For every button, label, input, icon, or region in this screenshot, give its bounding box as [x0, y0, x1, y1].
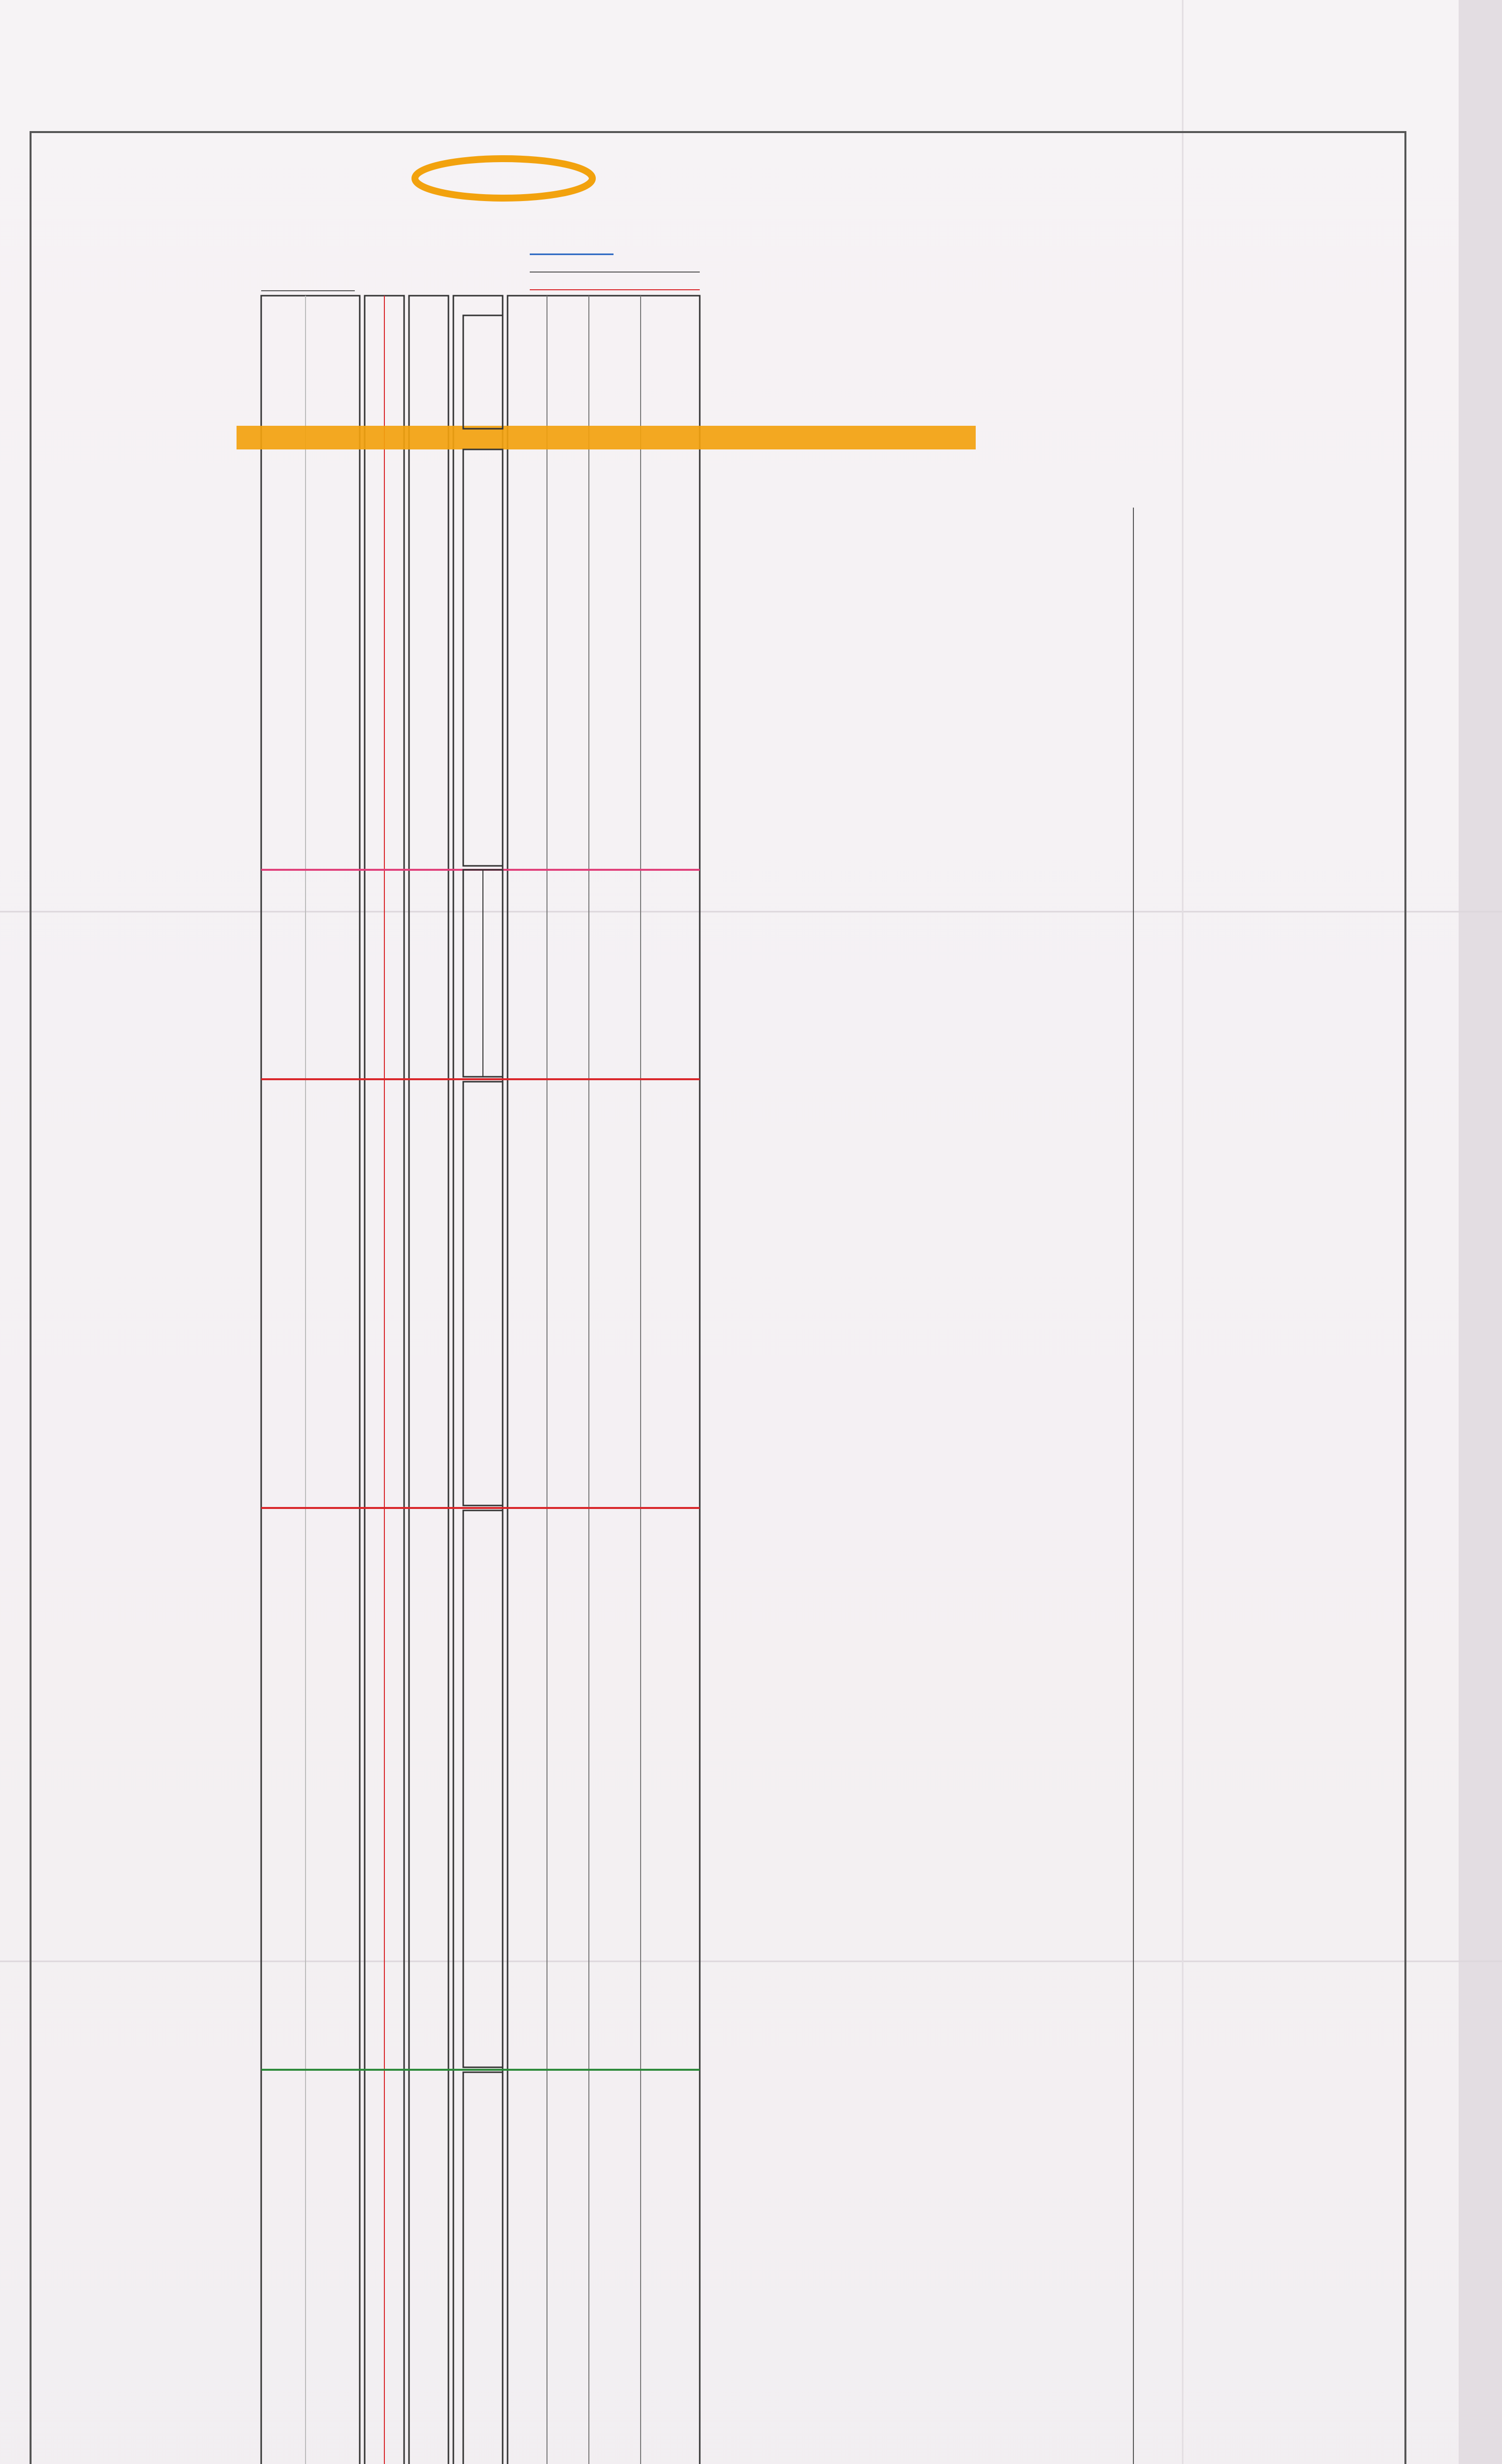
paper-edge [1459, 0, 1502, 2464]
grayburg-top-highlight [237, 426, 976, 449]
